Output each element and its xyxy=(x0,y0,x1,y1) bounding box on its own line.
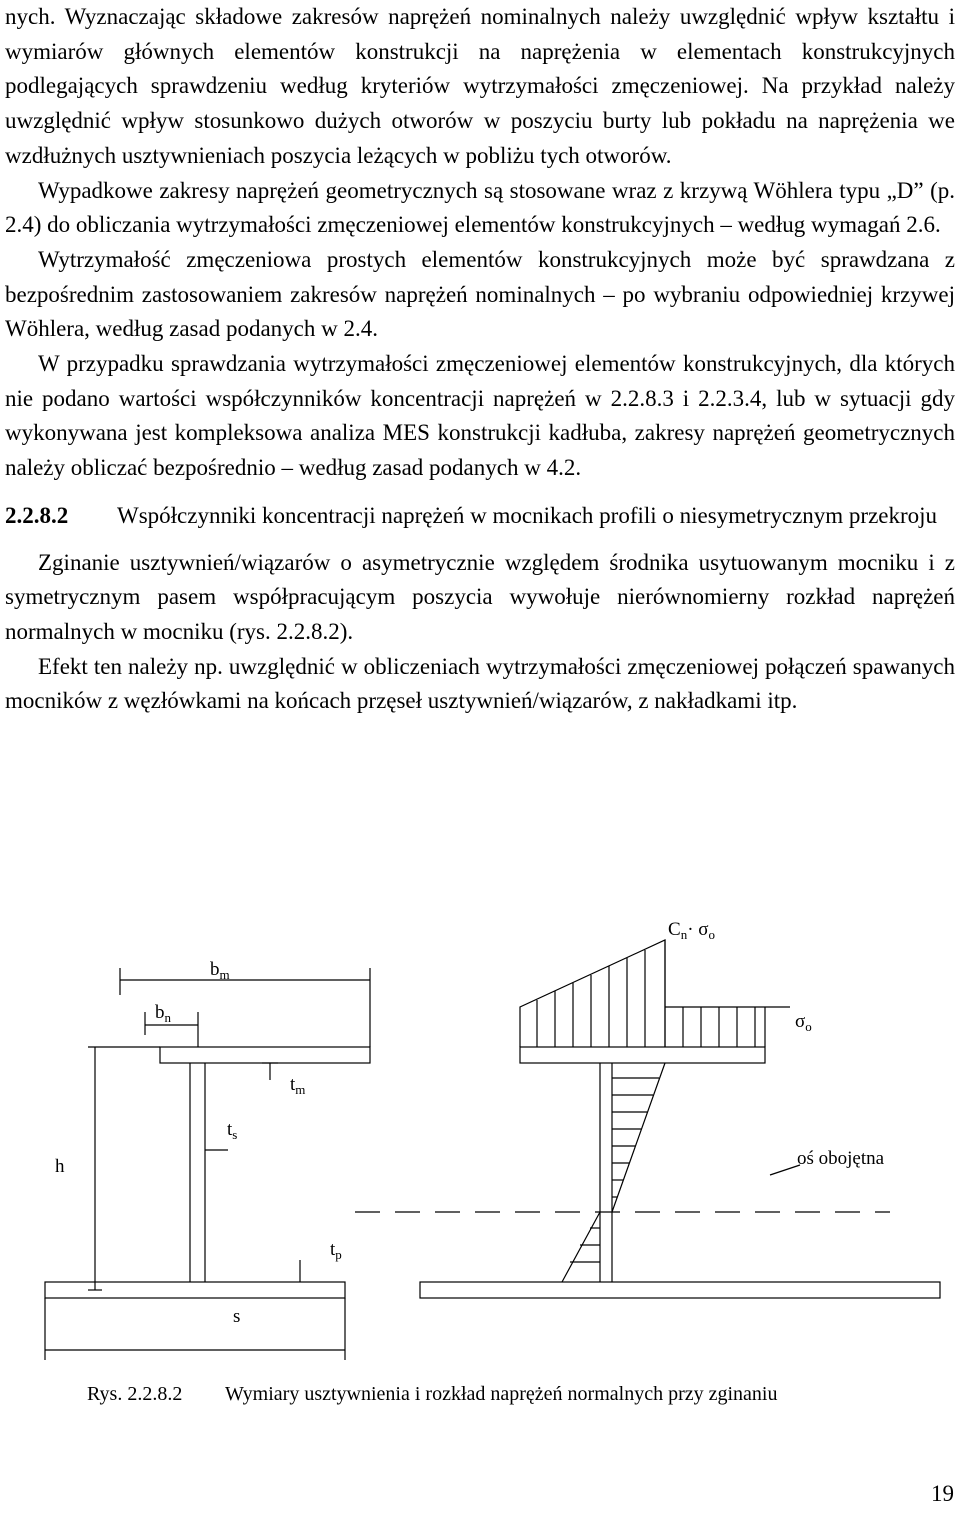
section-number: 2.2.8.2 xyxy=(5,502,69,528)
label-bn: $b_n$ xyxy=(155,1002,171,1025)
label-tm: $t_m$ xyxy=(290,1074,306,1097)
caption-label: Rys. 2.2.8.2 xyxy=(87,1383,183,1405)
label-tp: $t_p$ xyxy=(330,1239,342,1262)
flange xyxy=(160,1047,370,1063)
figure-caption xyxy=(87,1383,777,1406)
stress-flange xyxy=(520,1047,765,1063)
label-s: s xyxy=(233,1306,241,1327)
paragraph-2: Wypadkowe zakresy naprężeń geometrycznych są stosowane wraz z krzywą Wöhlera typu „D” (p. 2.4) do obliczania wytrzymałości zmęczeniowej elementów konstrukcyjnych – według wymagań 2.6. xyxy=(5,177,955,238)
label-bm: $b_m$ xyxy=(210,959,230,982)
stress-plate xyxy=(420,1282,940,1298)
label-sigma: $\sigma_o$ xyxy=(795,1011,812,1034)
stress-hatch-top xyxy=(537,950,755,1047)
label-neutral-axis: oś obojętna xyxy=(797,1148,885,1169)
page-number: 19 xyxy=(931,1481,954,1506)
paragraph-4: W przypadku sprawdzania wytrzymałości zmęczeniowej elementów konstrukcyjnych, dla których nie podano wartości współczynników koncentracji naprężeń w 2.2.8.3 i 2.2.3.4, lub w sytuacji gdy wykonywana jest kompleksowa analiza MES konstrukcji kadłuba, zakresy naprężeń geometrycznych należy obliczać bezpośrednio – według zasad podanych w 4.2. xyxy=(5,351,955,481)
label-ts: $t_s$ xyxy=(227,1119,238,1142)
paragraph-1: nych. Wyznaczając składowe zakresów naprężeń nominalnych należy uwzględnić wpływ kształtu i wymiarów głównych elementów konstrukcji na naprężenia w elementach konstrukcyjnych podlegających sprawdzeniu według kryteriów wytrzymałości zmęczeniowej. Na przykład należy uwzględnić wpływ stosunkowo dużych otworów w poszyciu burty lub pokładu na naprężenia we wzdłużnych usztywnieniach poszycia leżących w pobliżu tych otworów. xyxy=(5,4,955,168)
paragraph-6: Efekt ten należy np. uwzględnić w obliczeniach wytrzymałości zmęczeniowej połączeń spawanych mocników z węzłówkami na końcach przęseł usztywnień/wiązarów, z nakładkami itp. xyxy=(5,653,955,714)
label-h: h xyxy=(55,1156,65,1177)
caption-text: Wymiary usztywnienia i rozkład naprężeń normalnych przy zginaniu xyxy=(225,1383,778,1405)
label-cn-sigma: $C_n\cdot \sigma_o$ xyxy=(668,919,716,942)
paragraph-3: Wytrzymałość zmęczeniowa prostych elementów konstrukcyjnych może być sprawdzana z bezpośrednim zastosowaniem zakresów naprężeń nominalnych – po wybraniu odpowiedniej krzywej Wöhlera, według zasad podanych w 2.4. xyxy=(5,246,955,342)
stress-hatch-web xyxy=(570,1078,659,1262)
paragraph-5: Zginanie usztywnień/wiązarów o asymetrycznie względem środnika usytuowanym mocniku i z symetrycznym pasem współpracującym poszycia wywołuje nierównomierny rozkład naprężeń normalnych w mocniku (rys. 2.2.8.2). xyxy=(5,549,955,644)
section-title: Współczynniki koncentracji naprężeń w mocnikach profili o niesymetrycznym przekroju xyxy=(117,502,938,528)
